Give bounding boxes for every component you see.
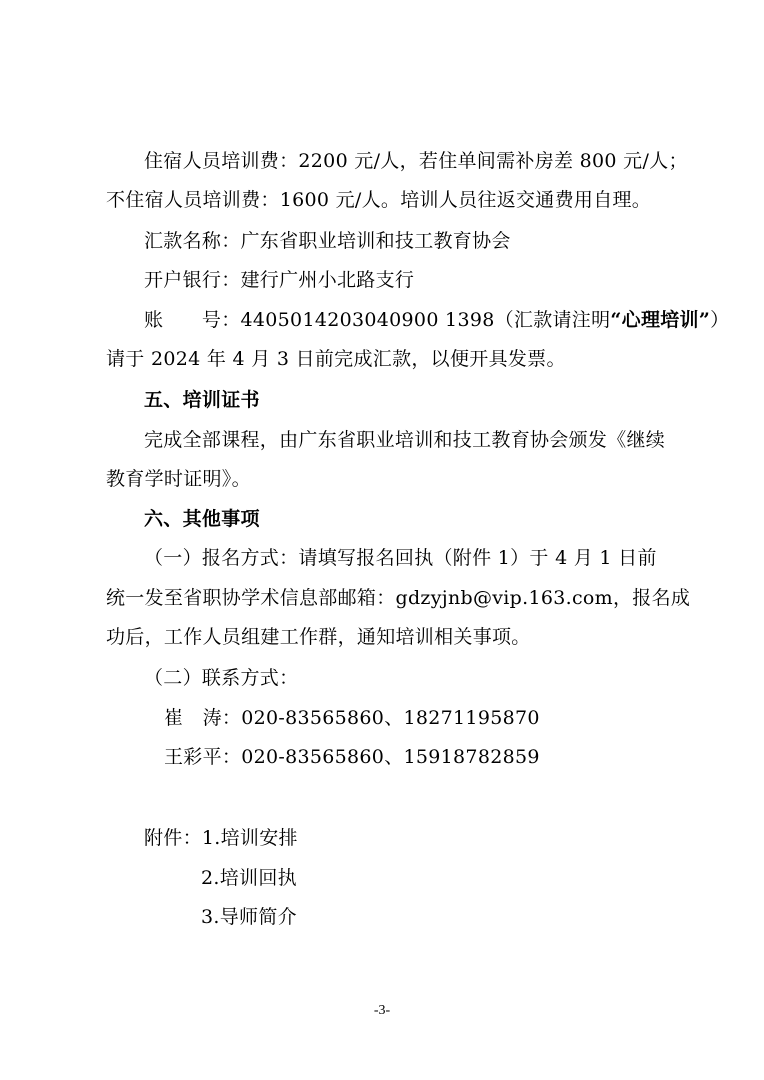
registration-line-2: 统一发至省职协学术信息部邮箱：gdzyjnb@vip.163.com，报名成 [106,587,691,609]
fee-line-2: 不住宿人员培训费：1600 元/人。培训人员往返交通费用自理。 [106,189,652,211]
page-number: -3- [373,1003,391,1018]
account-number-text: 账 号：4405014203040900 1398（汇款请注明 [144,309,611,331]
section5-line-2: 教育学时证明》。 [106,468,251,490]
fee-line-1: 住宿人员培训费：2200 元/人，若住单间需补房差 800 元/人； [144,150,688,172]
bank-line: 开户银行：建行广州小北路支行 [144,269,415,291]
contact-label: （二）联系方式： [144,667,299,689]
contact-1: 崔 涛：020-83565860、18271195870 [164,707,540,729]
section5-line-1: 完成全部课程，由广东省职业培训和技工教育协会颁发《继续 [144,429,666,451]
section6-heading: 六、其他事项 [144,508,260,530]
contact-2: 王彩平：020-83565860、15918782859 [164,746,540,768]
section5-heading: 五、培训证书 [144,389,260,411]
remit-note: “心理培训” [610,309,711,331]
registration-line-3: 功后，工作人员组建工作群，通知培训相关事项。 [106,626,531,648]
account-number-line [144,309,729,331]
registration-line-1: （一）报名方式：请填写报名回执（附件 1）于 4 月 1 日前 [144,547,657,569]
attachment-2: 2.培训回执 [201,867,297,889]
attachment-3: 3.导师简介 [201,906,297,928]
deadline-line: 请于 2024 年 4 月 3 日前完成汇款，以便开具发票。 [106,348,566,370]
remit-name-line: 汇款名称：广东省职业培训和技工教育协会 [144,230,511,252]
account-number-close: ） [710,309,730,331]
attachment-1: 附件：1.培训安排 [144,827,298,849]
